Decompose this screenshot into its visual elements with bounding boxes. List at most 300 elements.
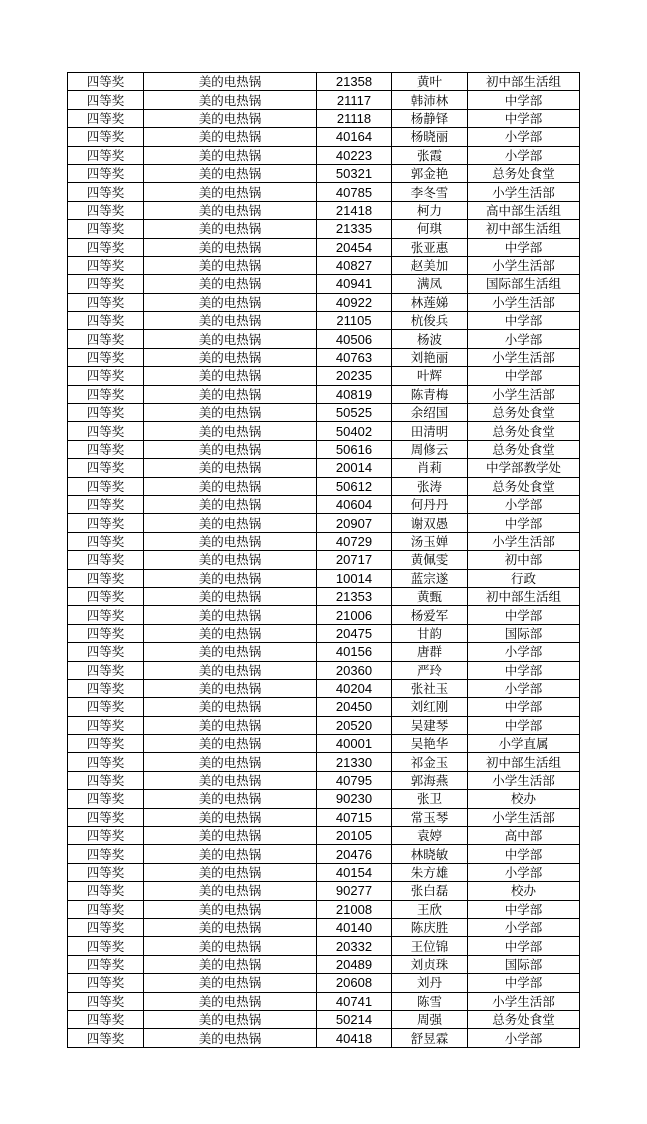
table-row [68, 735, 580, 753]
award-cell: 四等奖 [68, 624, 144, 642]
name-cell: 张白磊 [392, 882, 468, 900]
id-cell: 20014 [317, 459, 392, 477]
department-cell: 小学生活部 [468, 532, 580, 550]
prize-cell: 美的电热锅 [144, 900, 317, 918]
award-cell: 四等奖 [68, 771, 144, 789]
department-cell: 中学部 [468, 109, 580, 127]
prize-cell: 美的电热锅 [144, 1010, 317, 1028]
id-cell: 40204 [317, 679, 392, 697]
prize-cell: 美的电热锅 [144, 348, 317, 366]
department-cell: 小学部 [468, 679, 580, 697]
table-row [68, 716, 580, 734]
name-cell: 陈雪 [392, 992, 468, 1010]
table-row [68, 128, 580, 146]
prize-cell: 美的电热锅 [144, 312, 317, 330]
award-cell: 四等奖 [68, 587, 144, 605]
id-cell: 50214 [317, 1010, 392, 1028]
name-cell: 王位锦 [392, 937, 468, 955]
prize-cell: 美的电热锅 [144, 771, 317, 789]
id-cell: 90230 [317, 790, 392, 808]
name-cell: 吴艳华 [392, 735, 468, 753]
table-row [68, 624, 580, 642]
name-cell: 杨爱军 [392, 606, 468, 624]
prize-cell: 美的电热锅 [144, 716, 317, 734]
award-cell: 四等奖 [68, 73, 144, 91]
id-cell: 21006 [317, 606, 392, 624]
table-row [68, 827, 580, 845]
name-cell: 黄佩雯 [392, 551, 468, 569]
award-cell: 四等奖 [68, 220, 144, 238]
department-cell: 小学生活部 [468, 256, 580, 274]
prize-cell: 美的电热锅 [144, 201, 317, 219]
department-cell: 小学直属 [468, 735, 580, 753]
id-cell: 50321 [317, 164, 392, 182]
name-cell: 郭海燕 [392, 771, 468, 789]
department-cell: 总务处食堂 [468, 477, 580, 495]
id-cell: 40819 [317, 385, 392, 403]
department-cell: 中学部 [468, 661, 580, 679]
prize-cell: 美的电热锅 [144, 293, 317, 311]
award-cell: 四等奖 [68, 863, 144, 881]
name-cell: 肖莉 [392, 459, 468, 477]
id-cell: 40001 [317, 735, 392, 753]
prize-cell: 美的电热锅 [144, 256, 317, 274]
name-cell: 舒昱霖 [392, 1029, 468, 1047]
table-row [68, 661, 580, 679]
prize-cell: 美的电热锅 [144, 164, 317, 182]
department-cell: 中学部 [468, 91, 580, 109]
table-row [68, 220, 580, 238]
department-cell: 小学生活部 [468, 293, 580, 311]
id-cell: 40164 [317, 128, 392, 146]
department-cell: 总务处食堂 [468, 164, 580, 182]
award-cell: 四等奖 [68, 275, 144, 293]
id-cell: 21330 [317, 753, 392, 771]
award-cell: 四等奖 [68, 201, 144, 219]
award-cell: 四等奖 [68, 109, 144, 127]
award-cell: 四等奖 [68, 164, 144, 182]
award-cell: 四等奖 [68, 348, 144, 366]
prize-cell: 美的电热锅 [144, 422, 317, 440]
table-row [68, 367, 580, 385]
id-cell: 40154 [317, 863, 392, 881]
department-cell: 初中部生活组 [468, 220, 580, 238]
id-cell: 40604 [317, 495, 392, 513]
prize-cell: 美的电热锅 [144, 220, 317, 238]
table-row [68, 918, 580, 936]
table-row [68, 164, 580, 182]
department-cell: 高中部 [468, 827, 580, 845]
award-cell: 四等奖 [68, 238, 144, 256]
department-cell: 小学生活部 [468, 808, 580, 826]
award-cell: 四等奖 [68, 128, 144, 146]
name-cell: 吴建琴 [392, 716, 468, 734]
award-cell: 四等奖 [68, 698, 144, 716]
name-cell: 张卫 [392, 790, 468, 808]
prize-cell: 美的电热锅 [144, 643, 317, 661]
award-cell: 四等奖 [68, 404, 144, 422]
prize-cell: 美的电热锅 [144, 146, 317, 164]
table-row [68, 422, 580, 440]
table-row [68, 404, 580, 422]
table-row [68, 845, 580, 863]
award-cell: 四等奖 [68, 918, 144, 936]
prize-cell: 美的电热锅 [144, 440, 317, 458]
name-cell: 李冬雪 [392, 183, 468, 201]
table-row [68, 146, 580, 164]
id-cell: 40741 [317, 992, 392, 1010]
prize-cell: 美的电热锅 [144, 109, 317, 127]
table-row [68, 569, 580, 587]
name-cell: 刘艳丽 [392, 348, 468, 366]
department-cell: 小学部 [468, 146, 580, 164]
table-row [68, 679, 580, 697]
department-cell: 国际部 [468, 955, 580, 973]
prize-cell: 美的电热锅 [144, 882, 317, 900]
id-cell: 21353 [317, 587, 392, 605]
award-cell: 四等奖 [68, 827, 144, 845]
name-cell: 何琪 [392, 220, 468, 238]
department-cell: 小学生活部 [468, 771, 580, 789]
name-cell: 陈庆胜 [392, 918, 468, 936]
department-cell: 中学部 [468, 698, 580, 716]
department-cell: 小学生活部 [468, 385, 580, 403]
id-cell: 50616 [317, 440, 392, 458]
department-cell: 国际部生活组 [468, 275, 580, 293]
name-cell: 周强 [392, 1010, 468, 1028]
table-row [68, 293, 580, 311]
award-cell: 四等奖 [68, 679, 144, 697]
award-cell: 四等奖 [68, 146, 144, 164]
prize-cell: 美的电热锅 [144, 91, 317, 109]
id-cell: 40922 [317, 293, 392, 311]
name-cell: 满凤 [392, 275, 468, 293]
department-cell: 中学部 [468, 367, 580, 385]
id-cell: 40941 [317, 275, 392, 293]
award-cell: 四等奖 [68, 992, 144, 1010]
id-cell: 21335 [317, 220, 392, 238]
table-row [68, 1029, 580, 1047]
name-cell: 谢双愚 [392, 514, 468, 532]
department-cell: 总务处食堂 [468, 404, 580, 422]
prize-cell: 美的电热锅 [144, 238, 317, 256]
prize-cell: 美的电热锅 [144, 661, 317, 679]
id-cell: 90277 [317, 882, 392, 900]
id-cell: 20907 [317, 514, 392, 532]
table-row [68, 551, 580, 569]
department-cell: 中学部 [468, 974, 580, 992]
table-row [68, 882, 580, 900]
name-cell: 叶辉 [392, 367, 468, 385]
department-cell: 总务处食堂 [468, 422, 580, 440]
table-row [68, 698, 580, 716]
id-cell: 40418 [317, 1029, 392, 1047]
name-cell: 杭俊兵 [392, 312, 468, 330]
name-cell: 黄叶 [392, 73, 468, 91]
id-cell: 21418 [317, 201, 392, 219]
table-row [68, 238, 580, 256]
award-cell: 四等奖 [68, 330, 144, 348]
table-row [68, 771, 580, 789]
id-cell: 40763 [317, 348, 392, 366]
name-cell: 柯力 [392, 201, 468, 219]
award-cell: 四等奖 [68, 716, 144, 734]
id-cell: 21105 [317, 312, 392, 330]
id-cell: 20608 [317, 974, 392, 992]
prize-cell: 美的电热锅 [144, 808, 317, 826]
award-cell: 四等奖 [68, 459, 144, 477]
prize-cell: 美的电热锅 [144, 183, 317, 201]
award-cell: 四等奖 [68, 569, 144, 587]
department-cell: 总务处食堂 [468, 440, 580, 458]
award-cell: 四等奖 [68, 900, 144, 918]
name-cell: 黄甄 [392, 587, 468, 605]
name-cell: 蓝宗遂 [392, 569, 468, 587]
prize-cell: 美的电热锅 [144, 128, 317, 146]
department-cell: 校办 [468, 882, 580, 900]
id-cell: 40156 [317, 643, 392, 661]
prize-cell: 美的电热锅 [144, 477, 317, 495]
table-body [68, 73, 580, 1048]
id-cell: 20717 [317, 551, 392, 569]
department-cell: 小学生活部 [468, 992, 580, 1010]
id-cell: 40729 [317, 532, 392, 550]
prize-cell: 美的电热锅 [144, 514, 317, 532]
department-cell: 初中部生活组 [468, 753, 580, 771]
id-cell: 20475 [317, 624, 392, 642]
name-cell: 林晓敏 [392, 845, 468, 863]
id-cell: 21117 [317, 91, 392, 109]
id-cell: 40715 [317, 808, 392, 826]
department-cell: 小学部 [468, 330, 580, 348]
name-cell: 唐群 [392, 643, 468, 661]
department-cell: 中学部 [468, 716, 580, 734]
name-cell: 林莲娣 [392, 293, 468, 311]
name-cell: 张亚惠 [392, 238, 468, 256]
table-row [68, 532, 580, 550]
department-cell: 国际部 [468, 624, 580, 642]
table-row [68, 643, 580, 661]
table-row [68, 330, 580, 348]
prize-cell: 美的电热锅 [144, 330, 317, 348]
award-cell: 四等奖 [68, 974, 144, 992]
prize-cell: 美的电热锅 [144, 845, 317, 863]
prize-cell: 美的电热锅 [144, 367, 317, 385]
prize-cell: 美的电热锅 [144, 495, 317, 513]
name-cell: 何丹丹 [392, 495, 468, 513]
name-cell: 赵美加 [392, 256, 468, 274]
table-row [68, 808, 580, 826]
award-cell: 四等奖 [68, 532, 144, 550]
table-row [68, 955, 580, 973]
prize-cell: 美的电热锅 [144, 275, 317, 293]
table-row [68, 477, 580, 495]
table-row [68, 459, 580, 477]
award-cell: 四等奖 [68, 790, 144, 808]
award-cell: 四等奖 [68, 937, 144, 955]
table-row [68, 73, 580, 91]
table-row [68, 790, 580, 808]
id-cell: 20235 [317, 367, 392, 385]
table-row [68, 109, 580, 127]
table-row [68, 753, 580, 771]
name-cell: 杨静铎 [392, 109, 468, 127]
prize-cell: 美的电热锅 [144, 992, 317, 1010]
table-row [68, 348, 580, 366]
name-cell: 张霞 [392, 146, 468, 164]
prize-cell: 美的电热锅 [144, 73, 317, 91]
department-cell: 小学生活部 [468, 348, 580, 366]
prize-cell: 美的电热锅 [144, 624, 317, 642]
award-cell: 四等奖 [68, 477, 144, 495]
id-cell: 20450 [317, 698, 392, 716]
award-cell: 四等奖 [68, 495, 144, 513]
name-cell: 袁婷 [392, 827, 468, 845]
id-cell: 20489 [317, 955, 392, 973]
id-cell: 40827 [317, 256, 392, 274]
name-cell: 刘丹 [392, 974, 468, 992]
id-cell: 21008 [317, 900, 392, 918]
department-cell: 高中部生活组 [468, 201, 580, 219]
id-cell: 40223 [317, 146, 392, 164]
department-cell: 中学部 [468, 845, 580, 863]
table-row [68, 275, 580, 293]
department-cell: 小学部 [468, 128, 580, 146]
department-cell: 行政 [468, 569, 580, 587]
prize-cell: 美的电热锅 [144, 385, 317, 403]
award-cell: 四等奖 [68, 753, 144, 771]
award-cell: 四等奖 [68, 440, 144, 458]
table-row [68, 514, 580, 532]
name-cell: 余绍国 [392, 404, 468, 422]
id-cell: 20105 [317, 827, 392, 845]
award-cell: 四等奖 [68, 293, 144, 311]
table-row [68, 91, 580, 109]
id-cell: 40795 [317, 771, 392, 789]
prize-cell: 美的电热锅 [144, 1029, 317, 1047]
award-cell: 四等奖 [68, 1010, 144, 1028]
table-row [68, 183, 580, 201]
award-cell: 四等奖 [68, 606, 144, 624]
id-cell: 50525 [317, 404, 392, 422]
prize-cell: 美的电热锅 [144, 735, 317, 753]
department-cell: 小学部 [468, 918, 580, 936]
department-cell: 中学部 [468, 900, 580, 918]
prize-cell: 美的电热锅 [144, 606, 317, 624]
id-cell: 10014 [317, 569, 392, 587]
name-cell: 周修云 [392, 440, 468, 458]
table-row [68, 992, 580, 1010]
department-cell: 小学部 [468, 495, 580, 513]
name-cell: 朱方雄 [392, 863, 468, 881]
id-cell: 21358 [317, 73, 392, 91]
table-row [68, 201, 580, 219]
prize-cell: 美的电热锅 [144, 937, 317, 955]
name-cell: 张涛 [392, 477, 468, 495]
prize-cell: 美的电热锅 [144, 532, 317, 550]
table-row [68, 495, 580, 513]
award-cell: 四等奖 [68, 551, 144, 569]
prize-cell: 美的电热锅 [144, 955, 317, 973]
department-cell: 初中部生活组 [468, 73, 580, 91]
department-cell: 中学部教学处 [468, 459, 580, 477]
name-cell: 祁金玉 [392, 753, 468, 771]
department-cell: 小学部 [468, 1029, 580, 1047]
name-cell: 王欣 [392, 900, 468, 918]
id-cell: 50612 [317, 477, 392, 495]
prize-cell: 美的电热锅 [144, 827, 317, 845]
award-cell: 四等奖 [68, 643, 144, 661]
id-cell: 20454 [317, 238, 392, 256]
prize-cell: 美的电热锅 [144, 753, 317, 771]
prize-cell: 美的电热锅 [144, 459, 317, 477]
prize-cell: 美的电热锅 [144, 551, 317, 569]
prize-cell: 美的电热锅 [144, 863, 317, 881]
prize-cell: 美的电热锅 [144, 790, 317, 808]
name-cell: 杨波 [392, 330, 468, 348]
department-cell: 初中部生活组 [468, 587, 580, 605]
table-row [68, 587, 580, 605]
id-cell: 20476 [317, 845, 392, 863]
table-row [68, 256, 580, 274]
prize-cell: 美的电热锅 [144, 698, 317, 716]
prize-cell: 美的电热锅 [144, 587, 317, 605]
award-cell: 四等奖 [68, 661, 144, 679]
award-cell: 四等奖 [68, 808, 144, 826]
prize-cell: 美的电热锅 [144, 679, 317, 697]
prize-cell: 美的电热锅 [144, 918, 317, 936]
name-cell: 韩沛林 [392, 91, 468, 109]
award-cell: 四等奖 [68, 422, 144, 440]
award-cell: 四等奖 [68, 845, 144, 863]
table-row [68, 900, 580, 918]
department-cell: 小学部 [468, 643, 580, 661]
department-cell: 中学部 [468, 514, 580, 532]
name-cell: 刘贞珠 [392, 955, 468, 973]
id-cell: 40506 [317, 330, 392, 348]
table-row [68, 863, 580, 881]
prize-cell: 美的电热锅 [144, 569, 317, 587]
award-cell: 四等奖 [68, 91, 144, 109]
name-cell: 汤玉婵 [392, 532, 468, 550]
department-cell: 校办 [468, 790, 580, 808]
table-row [68, 1010, 580, 1028]
id-cell: 50402 [317, 422, 392, 440]
name-cell: 常玉琴 [392, 808, 468, 826]
department-cell: 中学部 [468, 937, 580, 955]
prize-winner-table [67, 72, 580, 1048]
id-cell: 20360 [317, 661, 392, 679]
award-cell: 四等奖 [68, 256, 144, 274]
award-cell: 四等奖 [68, 183, 144, 201]
department-cell: 中学部 [468, 312, 580, 330]
prize-cell: 美的电热锅 [144, 404, 317, 422]
award-cell: 四等奖 [68, 312, 144, 330]
award-cell: 四等奖 [68, 385, 144, 403]
department-cell: 小学部 [468, 863, 580, 881]
award-cell: 四等奖 [68, 735, 144, 753]
department-cell: 中学部 [468, 606, 580, 624]
name-cell: 刘红刚 [392, 698, 468, 716]
id-cell: 21118 [317, 109, 392, 127]
department-cell: 中学部 [468, 238, 580, 256]
department-cell: 初中部 [468, 551, 580, 569]
table-row [68, 606, 580, 624]
award-cell: 四等奖 [68, 955, 144, 973]
name-cell: 陈青梅 [392, 385, 468, 403]
award-cell: 四等奖 [68, 367, 144, 385]
name-cell: 郭金艳 [392, 164, 468, 182]
